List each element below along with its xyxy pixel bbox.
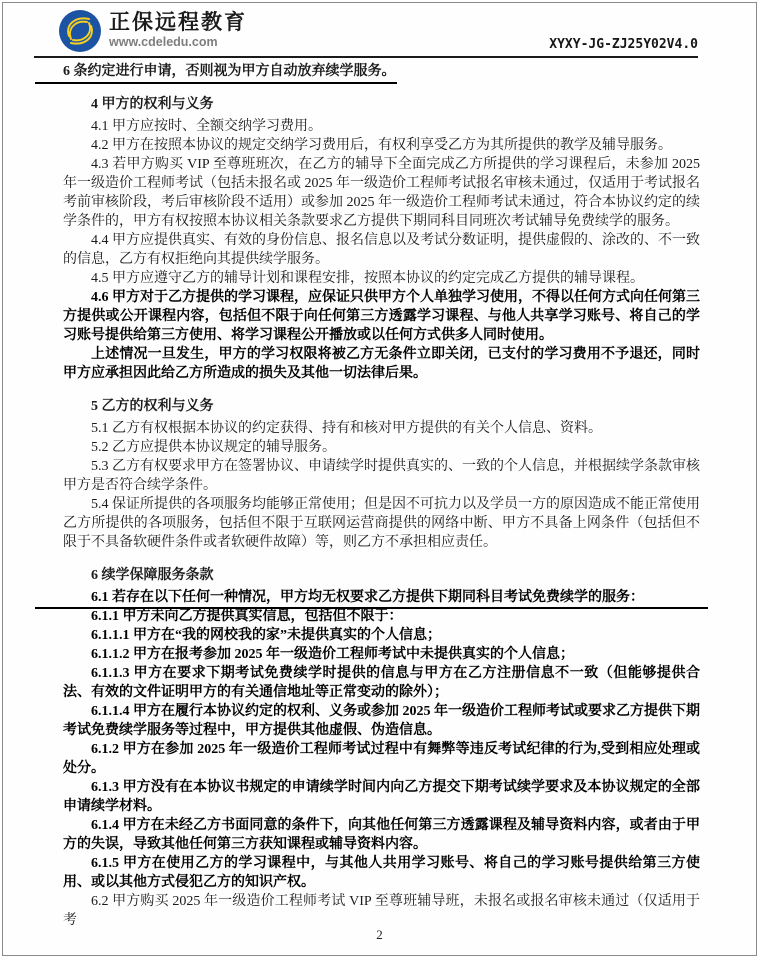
clause-paragraph: 6.1.1 甲方未向乙方提供真实信息，包括但不限于： <box>91 609 403 624</box>
clause-paragraph: 6.1.5 甲方在使用乙方的学习课程中，与其他人共用学习账号、将自己的学习账号提供给第三方使用、或以其他方式侵犯乙方的知识产权。 <box>63 856 700 890</box>
clause-paragraph: 4.4 甲方应提供真实、有效的身份信息、报名信息以及考试分数证明，提供虚假的、涂改的、不一致的信息，乙方有权拒绝向其提供续学服务。 <box>63 233 700 267</box>
brand <box>58 9 247 53</box>
clauses-container <box>63 62 700 930</box>
clause-paragraph: 6.1 若存在以下任何一种情况，甲方均无权要求乙方提供下期同科目考试免费续学的服务： <box>63 588 700 607</box>
page-number: 2 <box>376 927 383 942</box>
clause-paragraph: 6.2 甲方购买 2025 年一级造价工程师考试 VIP 至尊班辅导班，未报名或报名审核未通过（仅适用于考 <box>63 894 700 928</box>
clause-paragraph: 6.1.1.2 甲方在报考参加 2025 年一级造价工程师考试中未提供真实的个人信息； <box>91 647 574 662</box>
clause-paragraph: 6.1.4 甲方在未经乙方书面同意的条件下，向其他任何第三方透露课程及辅导资料内容，或者由于甲方的失误，导致其他任何第三方获知课程或辅导资料内容。 <box>63 818 700 852</box>
clause-paragraph: 5.2 乙方应提供本协议规定的辅导服务。 <box>91 440 336 455</box>
clause-paragraph: 6.1.1.1 甲方在“我的网校我的家”未提供真实的个人信息； <box>91 628 441 643</box>
clause-paragraph: 6.1.3 甲方没有在本协议书规定的申请续学时间内向乙方提交下期考试续学要求及本协议规定的全部申请续学材料。 <box>63 780 700 814</box>
clause-paragraph: 4.1 甲方应按时、全额交纳学习费用。 <box>91 119 322 134</box>
document-page <box>2 2 757 956</box>
clause-paragraph: 5.3 乙方有权要求甲方在签署协议、申请续学时提供真实的、一致的个人信息，并根据续学条款审核甲方是否符合续学条件。 <box>63 459 700 493</box>
clause-paragraph: 6.1.2 甲方在参加 2025 年一级造价工程师考试过程中有舞弊等违反考试纪律的行为,受到相应处理或处分。 <box>63 742 700 776</box>
clause-paragraph: 上述情况一旦发生，甲方的学习权限将被乙方无条件立即关闭，已支付的学习费用不予退还，同时甲方应承担因此给乙方所造成的损失及其他一切法律后果。 <box>63 347 700 381</box>
page-header <box>34 7 698 58</box>
clause-paragraph: 4.5 甲方应遵守乙方的辅导计划和课程安排，按照本协议的约定完成乙方提供的辅导课程。 <box>91 271 644 286</box>
section-heading: 4 甲方的权利与义务 <box>91 97 214 112</box>
clause-paragraph: 4.2 甲方在按照本协议的规定交纳学习费用后，有权利享受乙方为其所提供的教学及辅导服务。 <box>91 138 672 153</box>
clause-paragraph: 5.4 保证所提供的各项服务均能够正常使用；但是因不可抗力以及学员一方的原因造成不能正常使用乙方所提供的各项服务，包括但不限于互联网运营商提供的网络中断、甲方不具备上网条件（包括但不限于不具备软硬件条件或者软硬件故障）等，则乙方不承担相应责任。 <box>63 497 700 550</box>
brand-text <box>109 12 247 49</box>
brand-url: www.cdeledu.com <box>109 35 218 50</box>
clause-paragraph: 6.1.1.3 甲方在要求下期考试免费续学时提供的信息与甲方在乙方注册信息不一致（但能够提供合法、有效的文件证明甲方的有关通信地址等正常变动的除外）； <box>63 666 700 700</box>
clause-paragraph: 5.1 乙方有权根据本协议的约定获得、持有和核对甲方提供的有关个人信息、资料。 <box>91 421 602 436</box>
clause-paragraph: 6.1.1.4 甲方在履行本协议约定的权利、义务或参加 2025 年一级造价工程师考试或要求乙方提供下期考试免费续学服务等过程中，甲方提供其他虚假、伪造信息。 <box>63 704 700 738</box>
document-code: XYXY-JG-ZJ25Y02V4.0 <box>549 37 698 52</box>
clause-paragraph: 4.6 甲方对于乙方提供的学习课程，应保证只供甲方个人单独学习使用，不得以任何方式向任何第三方提供或公开课程内容，包括但不限于向任何第三方透露学习课程、与他人共享学习账号、将自己的学习账号提供给第三方使用、将学习课程公开播放或以任何方式供多人同时使用。 <box>63 290 700 343</box>
brand-logo-icon <box>58 9 102 53</box>
section-heading: 5 乙方的权利与义务 <box>91 399 214 414</box>
section-heading: 6 续学保障服务条款 <box>91 568 214 583</box>
clause-paragraph: 6 条约定进行申请，否则视为甲方自动放弃续学服务。 <box>63 62 700 81</box>
brand-name: 正保远程教育 <box>109 11 247 35</box>
clause-paragraph: 4.3 若甲方购买 VIP 至尊班班次，在乙方的辅导下全面完成乙方所提供的学习课程后，未参加 2025 年一级造价工程师考试（包括未报名或 2025 年一级造价工程师考试报名审核未通过，仅适用于考试报名考前审核阶段，考后审核阶段不适用）或参加 2025 年一级造价工程师考试未通过，符合本协议约定的续学条件的，甲方有权按照本协议相关条款要求乙方提供下期同科目同班次考试辅导免费续学的服务。 <box>63 157 700 229</box>
